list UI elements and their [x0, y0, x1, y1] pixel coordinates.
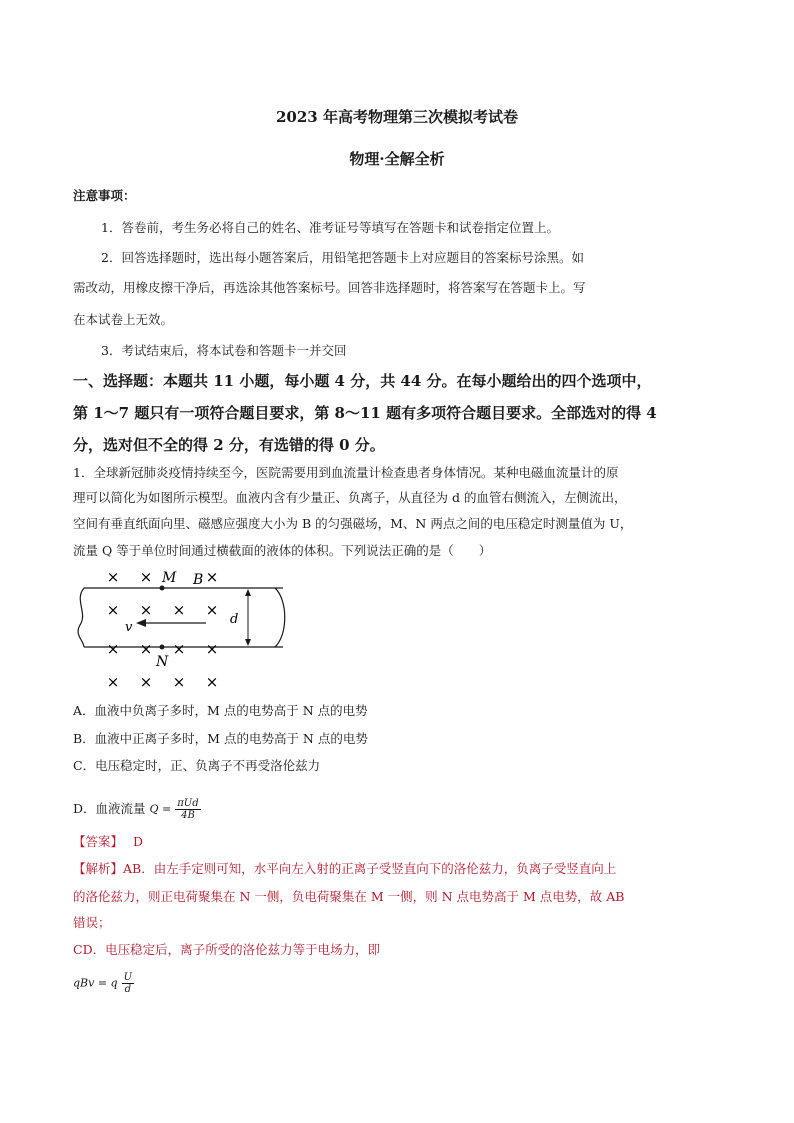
label-v: v	[125, 620, 133, 635]
answer-label: 【答案】	[73, 834, 124, 849]
field-cross: ×	[139, 568, 153, 586]
vessel-right-cut	[275, 588, 285, 647]
field-cross: ×	[205, 673, 219, 691]
page-title: 2023 年高考物理第三次模拟考试卷	[276, 108, 518, 126]
notice-item: 在本试卷上无效。	[73, 312, 174, 327]
field-cross: ×	[139, 601, 153, 619]
section-heading: 分，选对但不全的得 2 分，有选错的得 0 分。	[73, 436, 385, 454]
question-text: 空间有垂直纸面向里、磁感应强度大小为 B 的匀强磁场，M、N 两点之间的电压稳定时测量值为 U，	[73, 516, 633, 531]
option-b: B．血液中正离子多时，M 点的电势高于 N 点的电势	[73, 731, 368, 746]
analysis-text: 错误；	[73, 915, 111, 930]
field-cross: ×	[106, 601, 120, 619]
fraction-numerator: U	[123, 972, 133, 983]
field-cross: ×	[205, 568, 219, 586]
section-heading: 第 1～7 题只有一项符合题目要求，第 8～11 题有多项符合题目要求。全部选对的得 4	[73, 404, 657, 422]
formula-fraction	[122, 972, 134, 995]
notice-item: 3．考试结束后，将本试卷和答题卡一并交回	[101, 343, 347, 358]
analysis-text: AB．由左手定则可知，水平向左入射的正离子受竖直向下的洛伦兹力，负离子受竖直向上	[123, 861, 617, 876]
field-cross: ×	[139, 673, 153, 691]
label-n: N	[156, 654, 169, 670]
fraction-denominator: 4B	[181, 810, 195, 821]
notice-item: 2．回答选择题时，选出每小题答案后，用铅笔把答题卡上对应题目的答案标号涂黑。如	[101, 250, 584, 265]
field-cross: ×	[106, 640, 120, 658]
answer-line	[73, 832, 143, 850]
field-cross: ×	[205, 601, 219, 619]
analysis-line	[73, 859, 616, 877]
question-text: 流量 Q 等于单位时间通过横截面的液体的体积。下列说法正确的是（ ）	[73, 543, 492, 558]
notice-heading: 注意事项：	[73, 188, 136, 203]
field-cross: ×	[172, 673, 186, 691]
fraction-numerator: πUd	[177, 798, 199, 809]
page-subtitle: 物理·全解全析	[349, 150, 445, 168]
question-text: 理可以简化为如图所示模型。血液内含有少量正、负离子，从直径为 d 的血管右侧流入，左侧流出，	[73, 490, 627, 505]
notice-item: 需改动，用橡皮擦干净后，再选涂其他答案标号。回答非选择题时，将答案写在答题卡上。写	[73, 280, 586, 295]
option-c: C．电压稳定时，正、负离子不再受洛伦兹力	[73, 758, 321, 773]
point-n	[160, 645, 165, 650]
blood-vessel-diagram	[70, 565, 300, 695]
option-d-fraction	[175, 798, 200, 821]
field-cross: ×	[172, 601, 186, 619]
field-cross: ×	[106, 673, 120, 691]
formula-lhs: qBv = q	[73, 976, 118, 990]
analysis-formula	[73, 963, 134, 1004]
point-m	[160, 586, 165, 591]
label-b: B	[193, 572, 204, 588]
label-d: d	[230, 612, 239, 627]
question-text: 1．全球新冠肺炎疫情持续至今，医院需要用到血流量计检查患者身体情况。某种电磁血流量计的原	[73, 465, 619, 480]
field-cross: ×	[205, 640, 219, 658]
section-heading: 一、选择题：本题共 11 小题，每小题 4 分，共 44 分。在每小题给出的四个选项中，	[73, 372, 652, 390]
field-cross: ×	[172, 640, 186, 658]
label-m: M	[162, 570, 177, 586]
analysis-label: 【解析】	[73, 861, 124, 876]
option-d	[73, 789, 201, 830]
velocity-arrowhead	[136, 619, 146, 627]
field-cross: ×	[106, 568, 120, 586]
option-d-prefix: D．血液流量	[73, 801, 146, 816]
fraction-denominator: d	[124, 984, 131, 995]
field-cross: ×	[139, 640, 153, 658]
vessel-left-cut	[78, 588, 84, 647]
option-d-formula-lhs: Q =	[149, 802, 172, 816]
analysis-text: CD．电压稳定后，离子所受的洛伦兹力等于电场力，即	[73, 942, 381, 957]
option-a: A．血液中负离子多时，M 点的电势高于 N 点的电势	[73, 703, 368, 718]
notice-item: 1．答卷前，考生务必将自己的姓名、准考证号等填写在答题卡和试卷指定位置上。	[101, 220, 559, 235]
answer-value: D	[133, 834, 144, 849]
analysis-text: 的洛伦兹力，则正电荷聚集在 N 一侧，负电荷聚集在 M 一侧，则 N 点电势高于 M 点电势，故 AB	[73, 889, 625, 904]
